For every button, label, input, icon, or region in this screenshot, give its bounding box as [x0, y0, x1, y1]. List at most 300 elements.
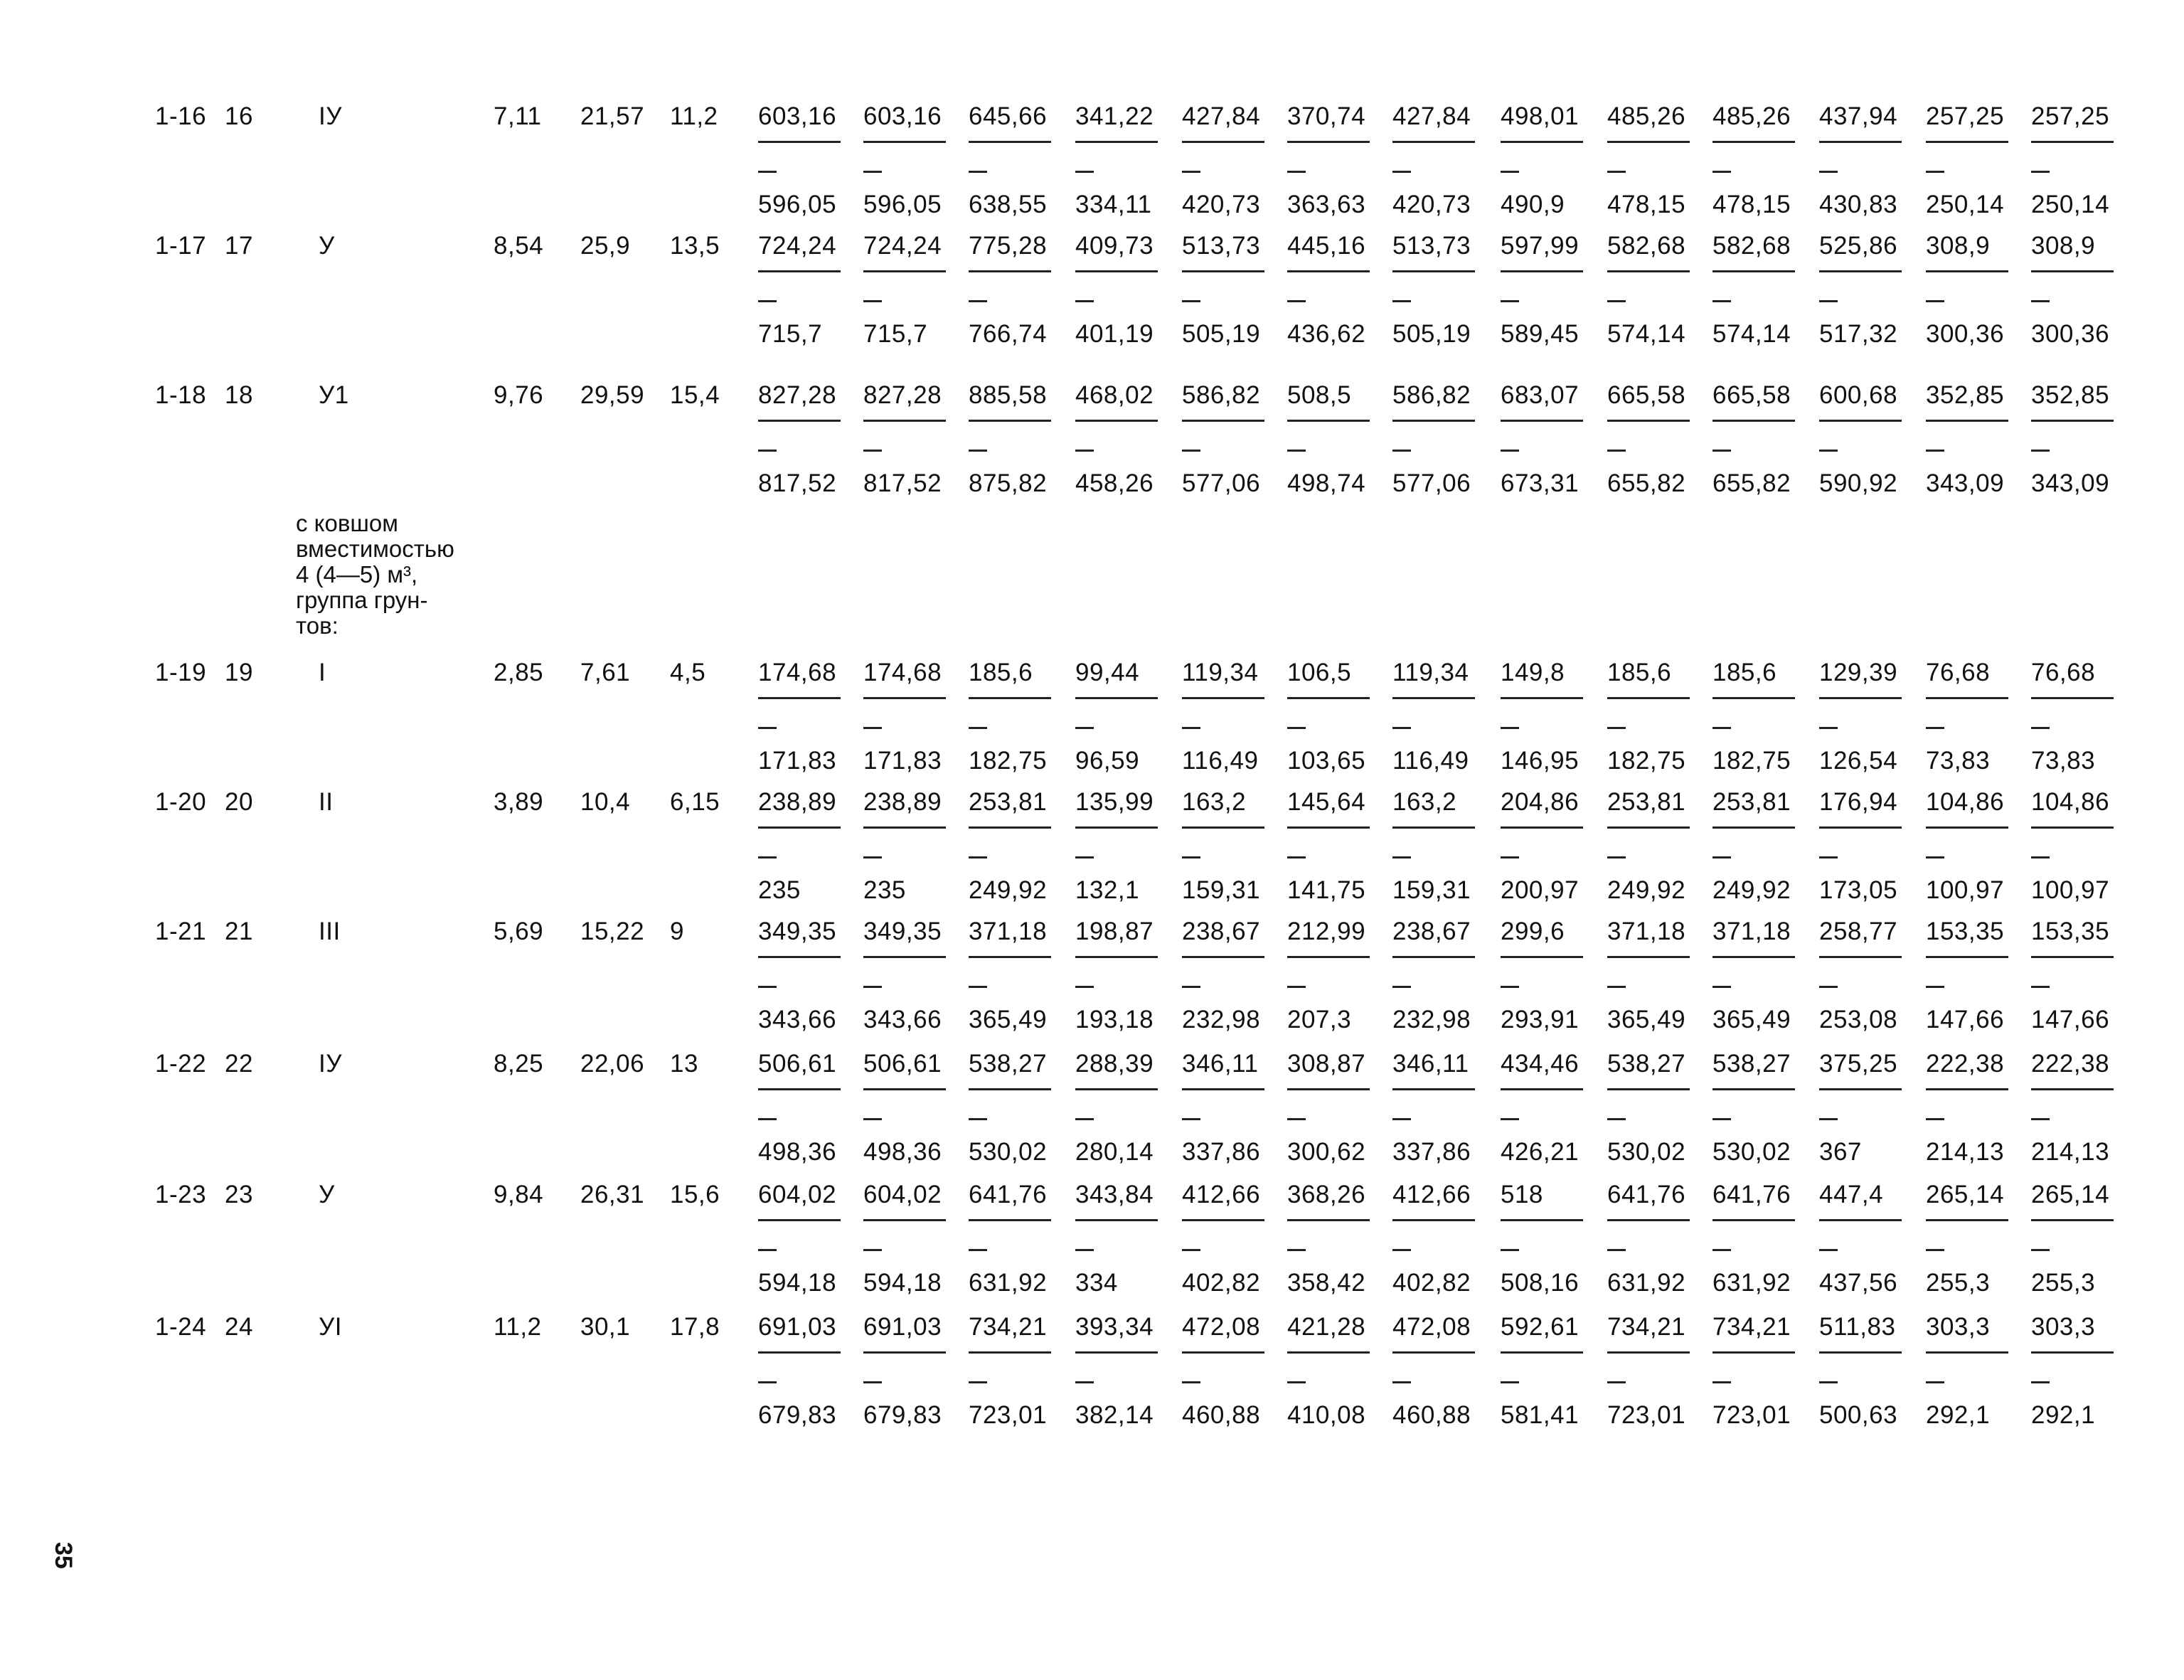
price-top-value: 176,94: [1819, 788, 1898, 816]
minus-sign: [1287, 450, 1306, 452]
price-bottom-value: 500,63: [1819, 1401, 1898, 1429]
price-top-value: 258,77: [1819, 918, 1898, 945]
minus-sign: [1819, 450, 1838, 452]
price-bottom-value: 365,49: [1607, 1006, 1686, 1033]
price-top-value: 265,14: [1926, 1181, 2005, 1208]
row-number: 20: [225, 788, 253, 816]
fraction-bar: [758, 1088, 841, 1090]
price-bottom-value: 458,26: [1075, 469, 1154, 497]
minus-sign: [1926, 1381, 1944, 1383]
price-top-value: 600,68: [1819, 381, 1898, 409]
price-top-value: 346,11: [1182, 1050, 1259, 1078]
minus-sign: [969, 300, 987, 302]
fraction-bar: [1392, 141, 1475, 143]
price-bottom-value: 367: [1819, 1138, 1862, 1166]
fraction-bar: [1287, 1088, 1370, 1090]
minus-sign: [1075, 1249, 1094, 1251]
fraction-bar: [2031, 141, 2114, 143]
fraction-bar: [1392, 1219, 1475, 1221]
minus-sign: [1075, 727, 1094, 729]
price-top-value: 352,85: [2031, 381, 2110, 409]
minus-sign: [1392, 727, 1411, 729]
fraction-bar: [1075, 697, 1158, 699]
price-bottom-value: 73,83: [2031, 747, 2096, 775]
value-col-3: 4,5: [670, 659, 706, 686]
price-top-value: 691,03: [758, 1313, 837, 1341]
fraction-bar: [1712, 697, 1795, 699]
fraction-bar: [1392, 697, 1475, 699]
price-bottom-value: 73,83: [1926, 747, 1991, 775]
fraction-bar: [1819, 956, 1902, 958]
fraction-bar: [2031, 826, 2114, 829]
note-line: группа грун-: [296, 587, 428, 613]
price-top-value: 538,27: [969, 1050, 1048, 1078]
value-col-3: 13: [670, 1050, 698, 1078]
price-top-value: 604,02: [863, 1181, 942, 1208]
price-top-value: 582,68: [1712, 232, 1791, 260]
price-bottom-value: 132,1: [1075, 876, 1140, 904]
fraction-bar: [1819, 826, 1902, 829]
minus-sign: [863, 1381, 882, 1383]
minus-sign: [1392, 450, 1411, 452]
price-top-value: 257,25: [1926, 102, 2005, 130]
price-top-value: 198,87: [1075, 918, 1154, 945]
fraction-bar: [1712, 1088, 1795, 1090]
price-top-value: 513,73: [1182, 232, 1261, 260]
fraction-bar: [1712, 1219, 1795, 1221]
fraction-bar: [1392, 420, 1475, 422]
row-number: 23: [225, 1181, 253, 1208]
fraction-bar: [1926, 697, 2008, 699]
fraction-bar: [1819, 1351, 1902, 1354]
price-top-value: 485,26: [1712, 102, 1791, 130]
price-top-value: 412,66: [1182, 1181, 1261, 1208]
fraction-bar: [969, 826, 1051, 829]
fraction-bar: [1712, 826, 1795, 829]
price-bottom-value: 402,82: [1392, 1269, 1471, 1297]
price-bottom-value: 171,83: [758, 747, 837, 775]
price-top-value: 447,4: [1819, 1181, 1884, 1208]
price-top-value: 104,86: [2031, 788, 2110, 816]
minus-sign: [1607, 450, 1626, 452]
fraction-bar: [1607, 141, 1690, 143]
value-col-1: 2,85: [494, 659, 544, 686]
fraction-bar: [1182, 270, 1264, 272]
price-top-value: 827,28: [863, 381, 942, 409]
price-bottom-value: 337,86: [1392, 1138, 1471, 1166]
minus-sign: [1075, 1381, 1094, 1383]
value-col-3: 11,2: [670, 102, 718, 130]
price-bottom-value: 589,45: [1501, 320, 1580, 348]
price-bottom-value: 235: [758, 876, 801, 904]
minus-sign: [969, 856, 987, 858]
price-top-value: 76,68: [2031, 659, 2096, 686]
price-top-value: 665,58: [1712, 381, 1791, 409]
minus-sign: [1287, 986, 1306, 988]
note-line: вместимостью: [296, 536, 454, 562]
price-bottom-value: 159,31: [1182, 876, 1261, 904]
fraction-bar: [1501, 1088, 1583, 1090]
minus-sign: [1501, 450, 1519, 452]
minus-sign: [1819, 1381, 1838, 1383]
price-top-value: 586,82: [1392, 381, 1471, 409]
minus-sign: [2031, 1381, 2050, 1383]
fraction-bar: [863, 956, 946, 958]
price-bottom-value: 436,62: [1287, 320, 1366, 348]
fraction-bar: [1501, 141, 1583, 143]
fraction-bar: [1607, 1219, 1690, 1221]
price-bottom-value: 292,1: [1926, 1401, 1991, 1429]
minus-sign: [1926, 856, 1944, 858]
fraction-bar: [863, 141, 946, 143]
value-col-3: 13,5: [670, 232, 720, 260]
price-bottom-value: 530,02: [1607, 1138, 1686, 1166]
price-bottom-value: 530,02: [969, 1138, 1048, 1166]
fraction-bar: [758, 956, 841, 958]
fraction-bar: [1712, 141, 1795, 143]
price-top-value: 472,08: [1392, 1313, 1471, 1341]
minus-sign: [1501, 1381, 1519, 1383]
price-bottom-value: 159,31: [1392, 876, 1471, 904]
minus-sign: [1182, 856, 1200, 858]
price-top-value: 525,86: [1819, 232, 1898, 260]
price-top-value: 641,76: [1607, 1181, 1686, 1208]
price-bottom-value: 292,1: [2031, 1401, 2096, 1429]
price-bottom-value: 100,97: [1926, 876, 2005, 904]
value-col-2: 10,4: [580, 788, 631, 816]
price-bottom-value: 280,14: [1075, 1138, 1154, 1166]
price-bottom-value: 723,01: [969, 1401, 1048, 1429]
price-bottom-value: 250,14: [2031, 191, 2110, 218]
minus-sign: [1182, 171, 1200, 173]
fraction-bar: [1075, 1351, 1158, 1354]
price-top-value: 445,16: [1287, 232, 1366, 260]
fraction-bar: [1819, 697, 1902, 699]
minus-sign: [969, 1118, 987, 1120]
fraction-bar: [1287, 956, 1370, 958]
minus-sign: [1287, 727, 1306, 729]
price-bottom-value: 193,18: [1075, 1006, 1154, 1033]
fraction-bar: [1926, 956, 2008, 958]
fraction-bar: [969, 1351, 1051, 1354]
price-bottom-value: 590,92: [1819, 469, 1898, 497]
price-bottom-value: 232,98: [1182, 1006, 1261, 1033]
fraction-bar: [1607, 1351, 1690, 1354]
soil-group: У1: [319, 381, 349, 409]
fraction-bar: [1287, 826, 1370, 829]
row-number: 21: [225, 918, 253, 945]
price-bottom-value: 498,36: [863, 1138, 942, 1166]
minus-sign: [1075, 171, 1094, 173]
fraction-bar: [1607, 956, 1690, 958]
price-bottom-value: 96,59: [1075, 747, 1140, 775]
fraction-bar: [1392, 1088, 1475, 1090]
fraction-bar: [863, 697, 946, 699]
fraction-bar: [969, 956, 1051, 958]
minus-sign: [1712, 1249, 1731, 1251]
fraction-bar: [1392, 1351, 1475, 1354]
fraction-bar: [1819, 141, 1902, 143]
fraction-bar: [1607, 697, 1690, 699]
minus-sign: [1182, 1249, 1200, 1251]
price-bottom-value: 250,14: [1926, 191, 2005, 218]
minus-sign: [1819, 300, 1838, 302]
price-bottom-value: 334,11: [1075, 191, 1152, 218]
minus-sign: [1287, 171, 1306, 173]
minus-sign: [1287, 300, 1306, 302]
row-number: 19: [225, 659, 253, 686]
price-bottom-value: 594,18: [758, 1269, 837, 1297]
minus-sign: [1926, 1118, 1944, 1120]
price-bottom-value: 517,32: [1819, 320, 1898, 348]
row-code: 1-24: [155, 1313, 207, 1341]
price-bottom-value: 460,88: [1392, 1401, 1471, 1429]
price-top-value: 238,67: [1392, 918, 1471, 945]
row-code: 1-21: [155, 918, 207, 945]
fraction-bar: [863, 826, 946, 829]
minus-sign: [2031, 171, 2050, 173]
minus-sign: [969, 171, 987, 173]
price-top-value: 645,66: [969, 102, 1048, 130]
price-bottom-value: 293,91: [1501, 1006, 1580, 1033]
row-code: 1-18: [155, 381, 207, 409]
fraction-bar: [863, 420, 946, 422]
minus-sign: [1926, 727, 1944, 729]
fraction-bar: [758, 826, 841, 829]
minus-sign: [1287, 856, 1306, 858]
price-bottom-value: 214,13: [2031, 1138, 2110, 1166]
price-top-value: 163,2: [1182, 788, 1247, 816]
minus-sign: [1182, 727, 1200, 729]
price-bottom-value: 577,06: [1392, 469, 1471, 497]
minus-sign: [969, 727, 987, 729]
minus-sign: [1819, 986, 1838, 988]
fraction-bar: [758, 141, 841, 143]
fraction-bar: [1182, 420, 1264, 422]
value-col-2: 29,59: [580, 381, 645, 409]
price-bottom-value: 100,97: [2031, 876, 2110, 904]
minus-sign: [1926, 171, 1944, 173]
price-bottom-value: 581,41: [1501, 1401, 1580, 1429]
minus-sign: [863, 1118, 882, 1120]
price-top-value: 119,34: [1182, 659, 1259, 686]
minus-sign: [1287, 1249, 1306, 1251]
price-top-value: 513,73: [1392, 232, 1471, 260]
minus-sign: [1712, 450, 1731, 452]
price-bottom-value: 655,82: [1712, 469, 1791, 497]
fraction-bar: [2031, 270, 2114, 272]
price-bottom-value: 478,15: [1607, 191, 1686, 218]
minus-sign: [1712, 727, 1731, 729]
minus-sign: [1712, 986, 1731, 988]
fraction-bar: [1182, 141, 1264, 143]
row-number: 16: [225, 102, 253, 130]
minus-sign: [1712, 856, 1731, 858]
minus-sign: [1501, 1118, 1519, 1120]
price-bottom-value: 253,08: [1819, 1006, 1898, 1033]
fraction-bar: [863, 270, 946, 272]
minus-sign: [1182, 300, 1200, 302]
row-code: 1-19: [155, 659, 207, 686]
value-col-2: 7,61: [580, 659, 631, 686]
minus-sign: [1607, 300, 1626, 302]
price-top-value: 506,61: [758, 1050, 837, 1078]
price-top-value: 303,3: [2031, 1313, 2096, 1341]
price-top-value: 174,68: [758, 659, 837, 686]
fraction-bar: [1287, 420, 1370, 422]
soil-group: У: [319, 232, 335, 260]
price-top-value: 511,83: [1819, 1313, 1896, 1341]
fraction-bar: [969, 1088, 1051, 1090]
soil-group: IУ: [319, 1050, 342, 1078]
fraction-bar: [1712, 1351, 1795, 1354]
minus-sign: [1182, 1381, 1200, 1383]
price-top-value: 174,68: [863, 659, 942, 686]
price-top-value: 641,76: [1712, 1181, 1791, 1208]
fraction-bar: [1287, 270, 1370, 272]
price-bottom-value: 875,82: [969, 469, 1048, 497]
fraction-bar: [2031, 697, 2114, 699]
price-top-value: 204,86: [1501, 788, 1580, 816]
price-bottom-value: 574,14: [1607, 320, 1686, 348]
price-top-value: 106,5: [1287, 659, 1352, 686]
price-top-value: 308,9: [2031, 232, 2096, 260]
soil-group: I: [319, 659, 326, 686]
price-top-value: 665,58: [1607, 381, 1686, 409]
price-top-value: 370,74: [1287, 102, 1366, 130]
price-top-value: 253,81: [1712, 788, 1791, 816]
minus-sign: [1819, 727, 1838, 729]
price-top-value: 265,14: [2031, 1181, 2110, 1208]
price-top-value: 597,99: [1501, 232, 1580, 260]
row-number: 22: [225, 1050, 253, 1078]
price-top-value: 641,76: [969, 1181, 1048, 1208]
fraction-bar: [969, 420, 1051, 422]
price-top-value: 538,27: [1607, 1050, 1686, 1078]
price-top-value: 421,28: [1287, 1313, 1366, 1341]
price-bottom-value: 365,49: [969, 1006, 1048, 1033]
price-top-value: 308,9: [1926, 232, 1991, 260]
soil-group: УI: [319, 1313, 342, 1341]
minus-sign: [1607, 856, 1626, 858]
fraction-bar: [1182, 1219, 1264, 1221]
price-top-value: 724,24: [863, 232, 942, 260]
price-bottom-value: 343,66: [863, 1006, 942, 1033]
minus-sign: [1819, 856, 1838, 858]
minus-sign: [758, 1118, 777, 1120]
minus-sign: [863, 300, 882, 302]
row-code: 1-17: [155, 232, 207, 260]
price-top-value: 352,85: [1926, 381, 2005, 409]
minus-sign: [2031, 856, 2050, 858]
fraction-bar: [2031, 420, 2114, 422]
minus-sign: [1075, 856, 1094, 858]
minus-sign: [1607, 727, 1626, 729]
price-top-value: 349,35: [863, 918, 942, 945]
minus-sign: [863, 856, 882, 858]
note-line: 4 (4—5) м³,: [296, 561, 418, 588]
price-bottom-value: 300,36: [1926, 320, 2005, 348]
price-bottom-value: 420,73: [1392, 191, 1471, 218]
price-bottom-value: 817,52: [758, 469, 837, 497]
minus-sign: [1392, 1249, 1411, 1251]
price-bottom-value: 420,73: [1182, 191, 1261, 218]
page-number: 35: [50, 1542, 77, 1569]
row-number: 17: [225, 232, 253, 260]
price-bottom-value: 505,19: [1182, 320, 1261, 348]
fraction-bar: [1607, 1088, 1690, 1090]
price-top-value: 734,21: [969, 1313, 1048, 1341]
minus-sign: [1926, 1249, 1944, 1251]
price-top-value: 371,18: [1607, 918, 1686, 945]
price-bottom-value: 437,56: [1819, 1269, 1898, 1297]
minus-sign: [1392, 856, 1411, 858]
fraction-bar: [1501, 697, 1583, 699]
fraction-bar: [863, 1219, 946, 1221]
price-bottom-value: 655,82: [1607, 469, 1686, 497]
price-top-value: 472,08: [1182, 1313, 1261, 1341]
fraction-bar: [1501, 956, 1583, 958]
fraction-bar: [1607, 420, 1690, 422]
minus-sign: [2031, 986, 2050, 988]
minus-sign: [2031, 1118, 2050, 1120]
price-top-value: 212,99: [1287, 918, 1366, 945]
price-top-value: 135,99: [1075, 788, 1154, 816]
minus-sign: [1926, 986, 1944, 988]
fraction-bar: [1287, 141, 1370, 143]
fraction-bar: [1182, 826, 1264, 829]
price-bottom-value: 679,83: [863, 1401, 942, 1429]
price-top-value: 303,3: [1926, 1313, 1991, 1341]
minus-sign: [1182, 986, 1200, 988]
minus-sign: [758, 1381, 777, 1383]
price-top-value: 99,44: [1075, 659, 1140, 686]
price-top-value: 586,82: [1182, 381, 1261, 409]
value-col-2: 30,1: [580, 1313, 631, 1341]
price-top-value: 222,38: [2031, 1050, 2110, 1078]
fraction-bar: [758, 1351, 841, 1354]
price-top-value: 185,6: [969, 659, 1033, 686]
price-top-value: 437,94: [1819, 102, 1898, 130]
price-top-value: 145,64: [1287, 788, 1366, 816]
minus-sign: [758, 300, 777, 302]
minus-sign: [2031, 450, 2050, 452]
price-bottom-value: 214,13: [1926, 1138, 2005, 1166]
minus-sign: [1712, 171, 1731, 173]
price-bottom-value: 365,49: [1712, 1006, 1791, 1033]
fraction-bar: [2031, 1219, 2114, 1221]
minus-sign: [1392, 1118, 1411, 1120]
minus-sign: [1607, 1381, 1626, 1383]
price-top-value: 508,5: [1287, 381, 1352, 409]
price-top-value: 341,22: [1075, 102, 1154, 130]
price-top-value: 222,38: [1926, 1050, 2005, 1078]
minus-sign: [1501, 171, 1519, 173]
minus-sign: [2031, 300, 2050, 302]
minus-sign: [1182, 1118, 1200, 1120]
price-top-value: 299,6: [1501, 918, 1565, 945]
minus-sign: [1392, 1381, 1411, 1383]
price-bottom-value: 300,36: [2031, 320, 2110, 348]
fraction-bar: [758, 1219, 841, 1221]
minus-sign: [1712, 300, 1731, 302]
minus-sign: [758, 856, 777, 858]
fraction-bar: [758, 420, 841, 422]
price-bottom-value: 141,75: [1287, 876, 1366, 904]
price-bottom-value: 249,92: [1712, 876, 1791, 904]
value-col-1: 7,11: [494, 102, 542, 130]
price-bottom-value: 498,74: [1287, 469, 1366, 497]
